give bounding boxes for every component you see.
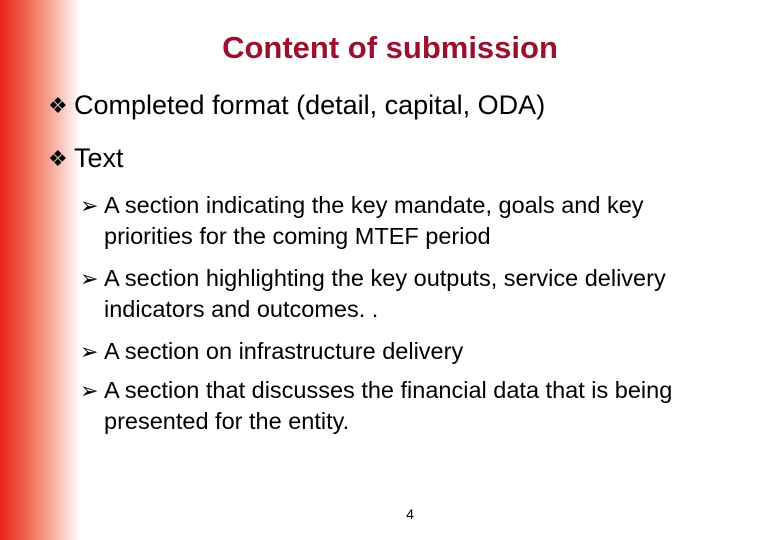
subbullet-text: A section that discusses the financial data that is being presented for the entity. [104,377,673,434]
arrow-bullet-icon: ➢ [80,339,99,364]
bullet-text: Text [74,143,124,173]
page-number: 4 [406,506,414,522]
slide-title: Content of submission [222,30,558,65]
arrow-bullet-icon: ➢ [80,266,99,291]
arrow-bullet-icon: ➢ [80,378,99,403]
subbullet-text: A section highlighting the key outputs, service delivery indicators and outcomes. . [104,265,666,322]
side-gradient-bar [0,0,80,540]
subbullet-text: A section on infrastructure delivery [104,338,464,364]
diamond-bullet-icon: ❖ [48,92,68,118]
subbullet-financial-data [80,375,720,437]
subbullet-outputs [80,263,720,325]
subbullet-infrastructure [80,336,720,367]
subbullet-text: A section indicating the key mandate, goals and key priorities for the coming MTEF period [104,192,644,249]
subbullet-mandate [80,190,720,252]
arrow-bullet-icon: ➢ [80,193,99,218]
bullet-completed-format [48,90,545,121]
bullet-text-section [48,143,124,174]
bullet-text: Completed format (detail, capital, ODA) [74,90,546,120]
diamond-bullet-icon: ❖ [48,145,68,171]
